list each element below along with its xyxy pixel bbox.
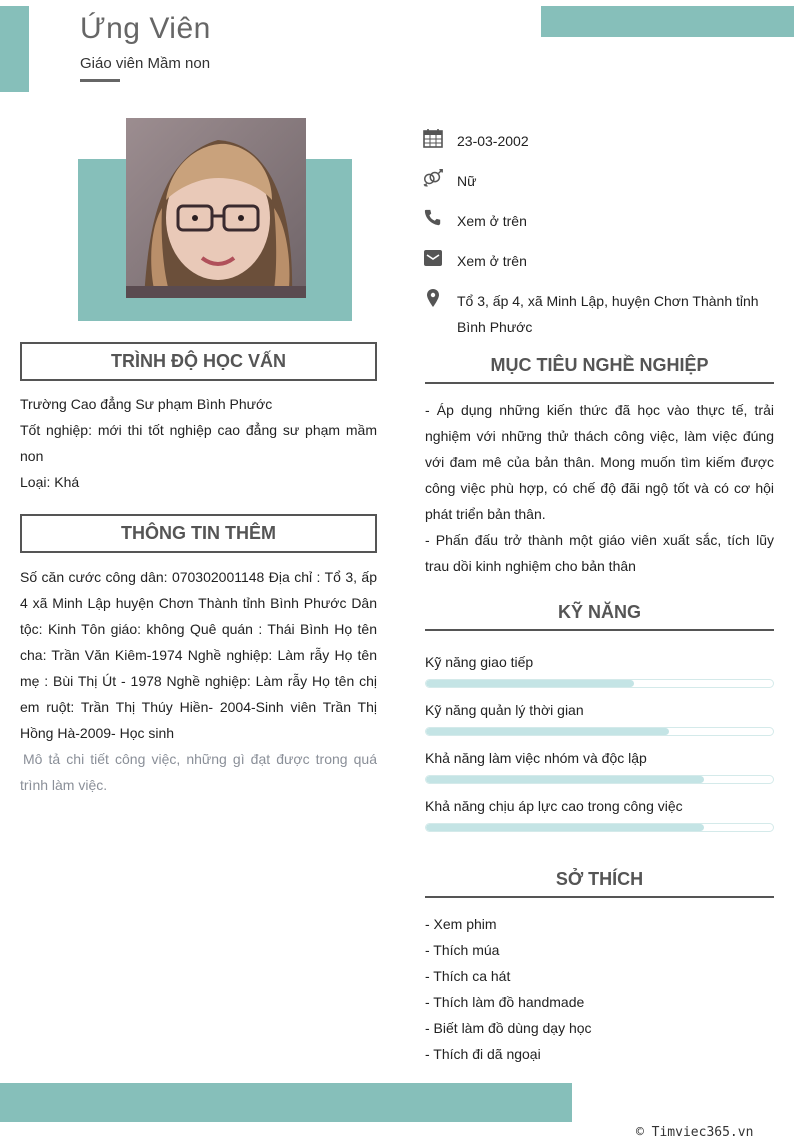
- list-item: - Thích múa: [425, 942, 500, 958]
- objective-line-2: - Phấn đấu trở thành một giáo viên xuất sắc, tích lũy trau dồi kinh nghiệm cho bản thân: [425, 532, 774, 574]
- extra-info-text: Số căn cước công dân: 070302001148 Địa chỉ : Tổ 3, ấp 4 xã Minh Lập huyện Chơn Thành tỉnh Bình Phước Dân tộc: Kinh Tôn giáo: không Quê quán : Thái Bình Họ tên cha: Trần Văn Kiêm-1974 Nghề nghiệp: Làm rẫy Họ tên mẹ : Bùi Thị Út - 1978 Nghề nghiệp: Làm rẫy Họ tên chị em ruột: Trần Thị Thúy Hiền- 2004-Sinh viên Trần Thị Hồng Hà-2009- Học sinh: [20, 569, 377, 741]
- email-icon: [422, 246, 444, 270]
- skill-bar-track: [425, 679, 774, 688]
- skill-bar-fill: [426, 728, 669, 735]
- skills-heading: KỸ NĂNG: [425, 602, 774, 631]
- gender-icon: [422, 166, 444, 190]
- skill-bar-track: [425, 775, 774, 784]
- hobbies-list: [425, 911, 774, 1067]
- skill-bar-fill: [426, 776, 704, 783]
- list-item: - Thích làm đồ handmade: [425, 994, 585, 1010]
- skill-bar-track: [425, 727, 774, 736]
- hobbies-heading: SỞ THÍCH: [425, 869, 774, 898]
- title-underline: [80, 79, 120, 82]
- extra-info-heading: THÔNG TIN THÊM: [20, 514, 377, 553]
- candidate-name: Ứng Viên: [80, 12, 211, 45]
- accent-bar-bottom: [0, 1083, 572, 1122]
- education-content: [20, 391, 377, 495]
- contact-row-address: [422, 286, 782, 340]
- contact-row-gender: [422, 166, 782, 194]
- contact-row-birthdate: [422, 126, 782, 154]
- contact-row-phone: [422, 206, 782, 234]
- list-item: - Xem phim: [425, 916, 497, 932]
- skill-name: Kỹ năng quản lý thời gian: [425, 702, 584, 718]
- profile-photo: [126, 118, 306, 298]
- list-item: - Thích đi dã ngoại: [425, 1046, 541, 1062]
- email-text: Xem ở trên: [457, 253, 527, 269]
- education-heading: TRÌNH ĐỘ HỌC VẤN: [20, 342, 377, 381]
- skill-bar-fill: [426, 824, 704, 831]
- list-item: - Thích ca hát: [425, 968, 511, 984]
- gender-text: Nữ: [457, 173, 477, 189]
- accent-bar-top-right: [541, 6, 794, 37]
- objective-content: [425, 397, 774, 579]
- extra-info-content: [20, 564, 377, 798]
- list-item: - Biết làm đồ dùng dạy học: [425, 1020, 592, 1036]
- copyright-text: © Timviec365.vn: [636, 1125, 754, 1140]
- contact-row-email: [422, 246, 782, 274]
- birthdate-text: 23-03-2002: [457, 133, 529, 149]
- address-text: Tổ 3, ấp 4, xã Minh Lập, huyện Chơn Thành tỉnh Bình Phước: [457, 293, 759, 335]
- skill-item: [425, 796, 774, 832]
- calendar-icon: [422, 126, 444, 150]
- skill-name: Khả năng chịu áp lực cao trong công việc: [425, 798, 683, 814]
- phone-text: Xem ở trên: [457, 213, 527, 229]
- skill-item: [425, 700, 774, 736]
- skill-item: [425, 748, 774, 784]
- education-school: Trường Cao đẳng Sư phạm Bình Phước: [20, 396, 273, 412]
- accent-block-left: [0, 6, 29, 92]
- skill-item: [425, 652, 774, 688]
- objective-line-1: - Áp dụng những kiến thức đã học vào thực tế, trải nghiệm với những thử thách công việc, làm việc đúng với đam mê của bản thân. Mong muốn tìm kiếm được công việc phù hợp, có chế độ đãi ngộ tốt và có cơ hội phát triển bản thân.: [425, 402, 774, 522]
- education-grade: Loại: Khá: [20, 474, 80, 490]
- job-title: Giáo viên Mầm non: [80, 55, 211, 72]
- skill-bar-track: [425, 823, 774, 832]
- location-pin-icon: [422, 286, 444, 310]
- extra-info-placeholder: Mô tả chi tiết công việc, những gì đạt được trong quá trình làm việc.: [20, 751, 377, 793]
- education-graduation: Tốt nghiệp: mới thi tốt nghiệp cao đẳng sư phạm mầm non: [20, 422, 377, 464]
- phone-icon: [422, 206, 444, 230]
- skill-name: Khả năng làm việc nhóm và độc lập: [425, 750, 647, 766]
- skill-name: Kỹ năng giao tiếp: [425, 654, 534, 670]
- contact-list: [422, 126, 782, 352]
- objective-heading: MỤC TIÊU NGHỀ NGHIỆP: [425, 355, 774, 384]
- skill-bar-fill: [426, 680, 634, 687]
